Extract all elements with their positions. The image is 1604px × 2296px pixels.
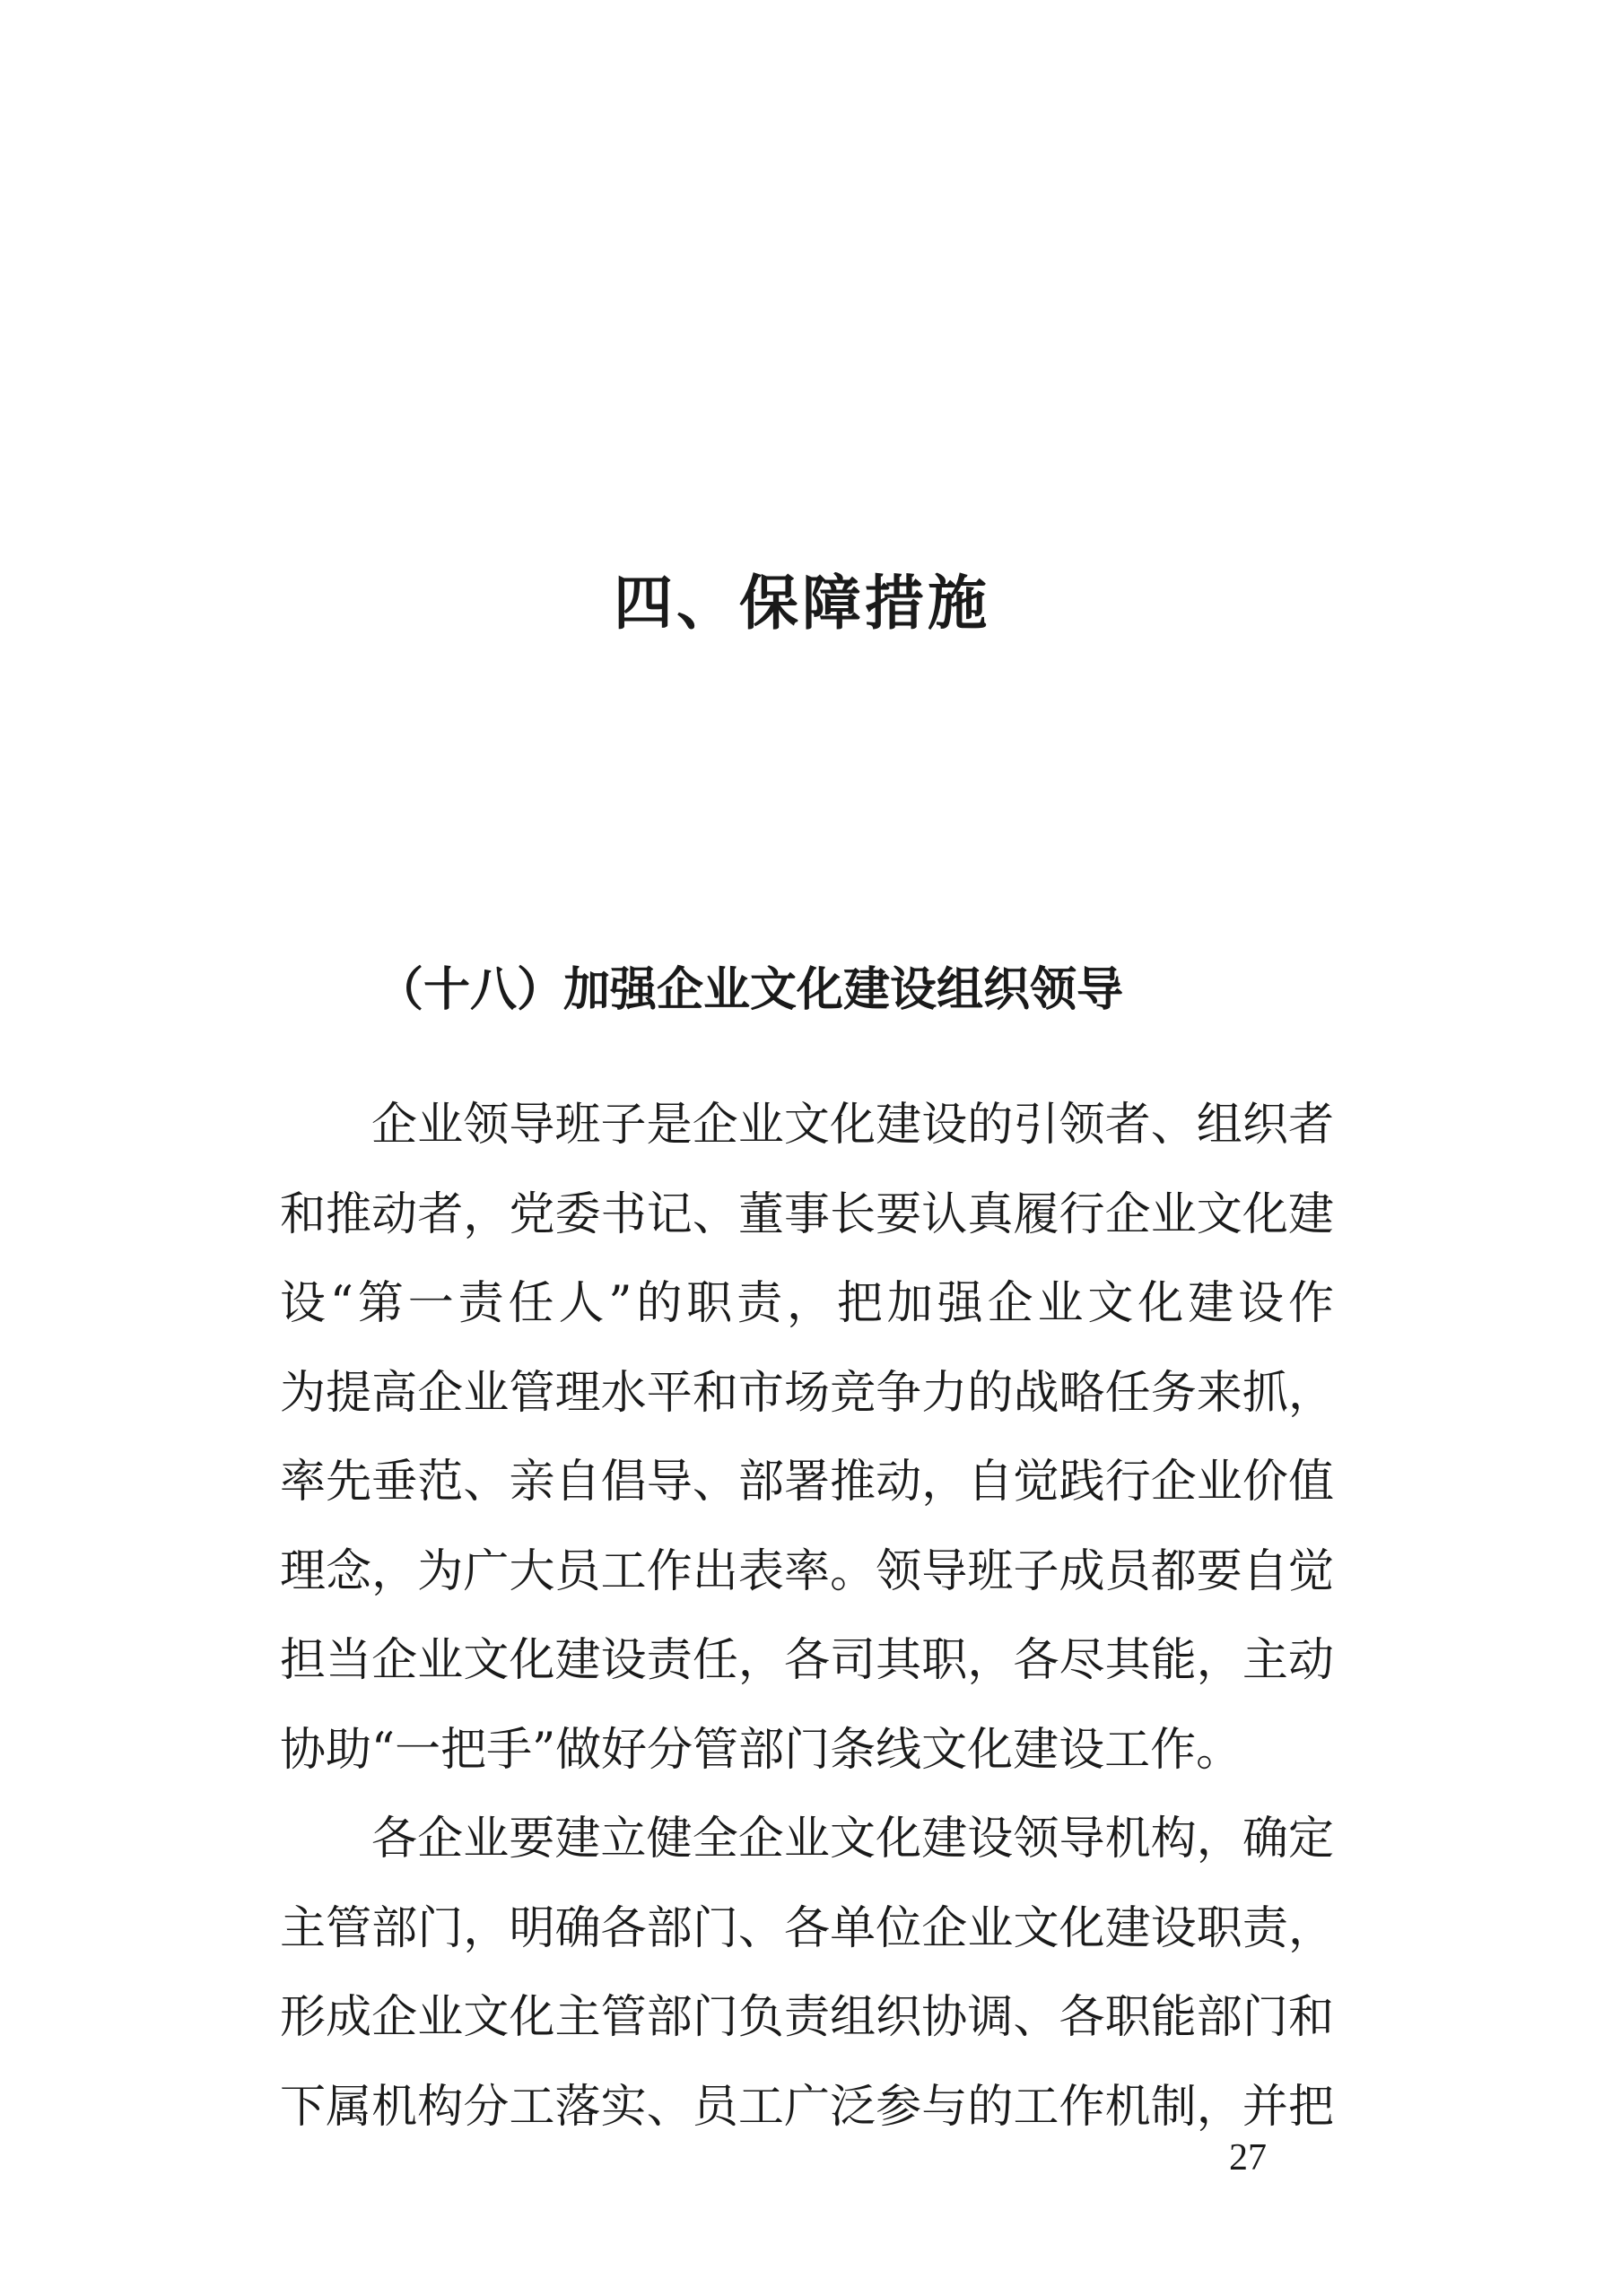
body-text [280,1081,1334,2152]
paragraph-2-line-1: 各企业要建立健全企业文化建设领导机构，确定 [371,1813,1334,1866]
paragraph-1-line-6: 理念，为广大员工作出表率。领导班子成员都要自觉 [280,1544,1334,1598]
paragraph-1-line-2: 和推动者，党委书记、董事长要认真履行企业文化建 [280,1187,1334,1241]
paragraph-1-line-3: 设“第一责任人”的职责，把加强企业文化建设作 [280,1277,1334,1330]
paragraph-1-line-4: 为提高企业管理水平和市场竞争力的战略任务来抓， [280,1366,1334,1420]
paragraph-2-line-4: 下属机构分工落实、员工广泛参与的工作机制，并把 [280,2080,1334,2134]
paragraph-1-line-1: 企业领导班子是企业文化建设的引领者、组织者 [371,1099,1334,1152]
paragraph-1-line-5: 率先垂范、亲自倡导、部署推动，自觉践行企业价值 [280,1456,1334,1509]
page-number: 27 [1229,2137,1267,2179]
chapter-title: 四、保障措施 [614,569,990,638]
section-heading: （十八）加强企业文化建设组织领导 [377,963,1124,1017]
paragraph-2-line-3: 形成企业文化主管部门负责组织协调、各职能部门和 [280,1991,1334,2044]
paragraph-2-line-2: 主管部门，明确各部门、各单位企业文化建设职责， [280,1901,1334,1955]
paragraph-1-line-7: 担当企业文化建设责任，各司其职，各尽其能，主动 [280,1634,1334,1687]
paragraph-1-line-8: 协助“一把手”做好分管部门条线文化建设工作。 [280,1723,1242,1777]
